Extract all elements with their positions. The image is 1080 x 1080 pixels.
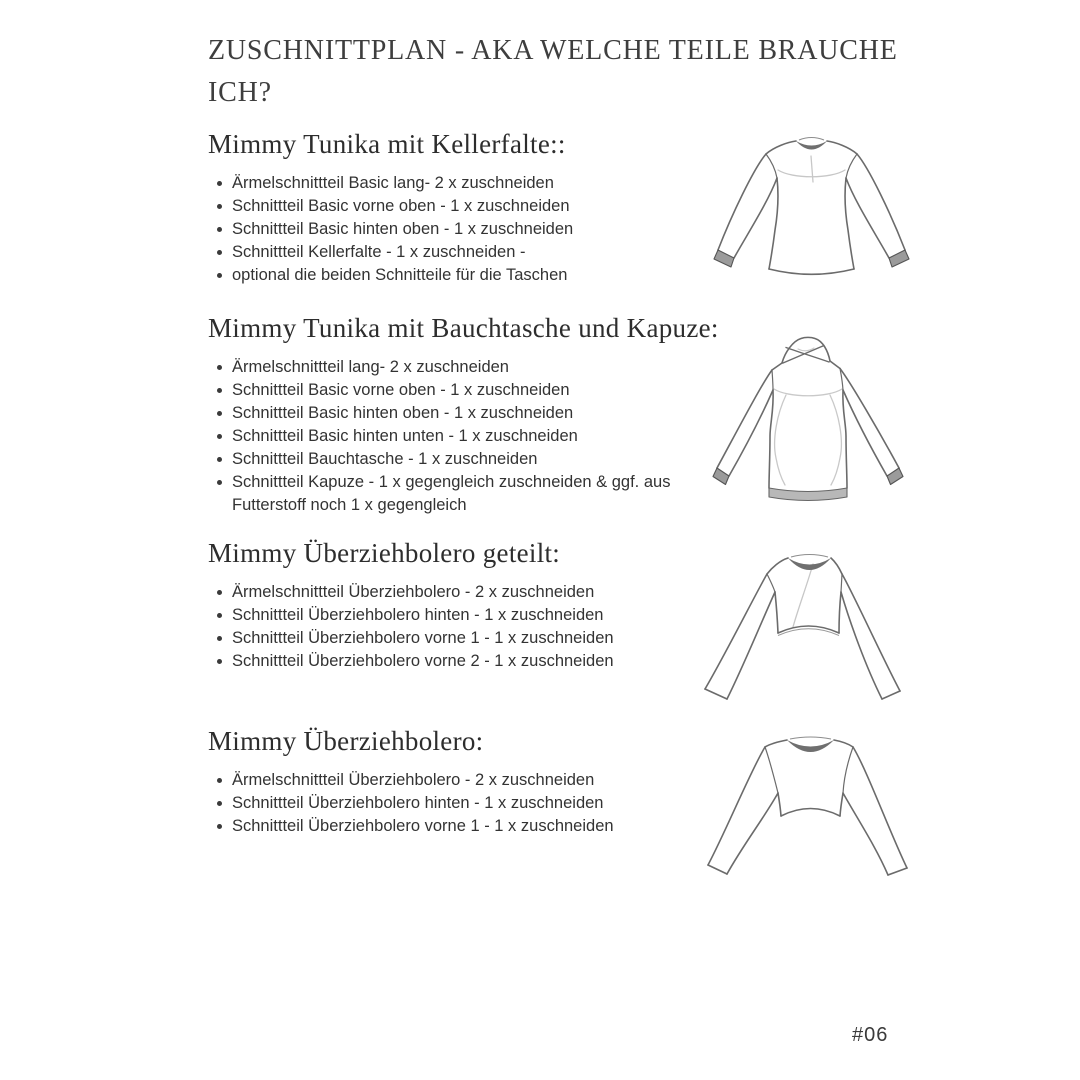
section-heading: Mimmy Überziehbolero geteilt:: [208, 538, 561, 568]
list-item: Schnittteil Überziehbolero vorne 2 - 1 x zuschneiden: [232, 650, 728, 673]
cutting-list: [208, 769, 728, 838]
cutting-list: [208, 581, 728, 673]
section-tunika-kellerfalte: [208, 128, 728, 287]
list-item: Ärmelschnittteil Überziehbolero - 2 x zuschneiden: [232, 581, 728, 604]
list-item: Schnittteil Basic hinten oben - 1 x zuschneiden: [232, 218, 728, 241]
list-item: Schnittteil Kellerfalte - 1 x zuschneiden -: [232, 241, 728, 264]
tunic-box-pleat-illustration: [700, 132, 915, 292]
list-item: Schnittteil Basic hinten oben - 1 x zuschneiden: [232, 402, 728, 425]
page-number: #06: [852, 1024, 889, 1046]
section-heading: Mimmy Tunika mit Kellerfalte::: [208, 129, 566, 159]
list-item: Schnittteil Überziehbolero hinten - 1 x zuschneiden: [232, 604, 728, 627]
cutting-list: [208, 172, 728, 287]
list-item: Ärmelschnittteil Basic lang- 2 x zuschneiden: [232, 172, 728, 195]
list-item: Schnittteil Überziehbolero vorne 1 - 1 x zuschneiden: [232, 627, 728, 650]
list-item: Schnittteil Überziehbolero hinten - 1 x zuschneiden: [232, 792, 728, 815]
section-heading: Mimmy Überziehbolero:: [208, 726, 484, 756]
list-item: Ärmelschnittteil lang- 2 x zuschneiden: [232, 356, 728, 379]
section-tunika-bauchtasche-kapuze: [208, 312, 728, 517]
section-ueberziehbolero: [208, 725, 728, 838]
page-title: ZUSCHNITTPLAN - AKA WELCHE TEILE BRAUCHE ICH?: [208, 35, 898, 108]
list-item: Schnittteil Basic vorne oben - 1 x zuschneiden: [232, 379, 728, 402]
list-item: Schnittteil Basic hinten unten - 1 x zuschneiden: [232, 425, 728, 448]
section-ueberziehbolero-geteilt: [208, 537, 728, 673]
cutting-list: [208, 356, 728, 517]
list-item: optional die beiden Schnitteile für die Taschen: [232, 264, 728, 287]
bolero-divided-illustration: [693, 551, 943, 713]
list-item: Schnittteil Bauchtasche - 1 x zuschneiden: [232, 448, 728, 471]
list-item: Schnittteil Überziehbolero vorne 1 - 1 x zuschneiden: [232, 815, 728, 838]
list-item: Ärmelschnittteil Überziehbolero - 2 x zuschneiden: [232, 769, 728, 792]
list-item: Schnittteil Basic vorne oben - 1 x zuschneiden: [232, 195, 728, 218]
section-heading: Mimmy Tunika mit Bauchtasche und Kapuze:: [208, 313, 719, 343]
hooded-tunic-illustration: [698, 336, 920, 518]
list-item: Schnittteil Kapuze - 1 x gegengleich zuschneiden & ggf. aus Futterstoff noch 1 x gegengleich: [232, 471, 728, 517]
bolero-illustration: [686, 735, 950, 900]
